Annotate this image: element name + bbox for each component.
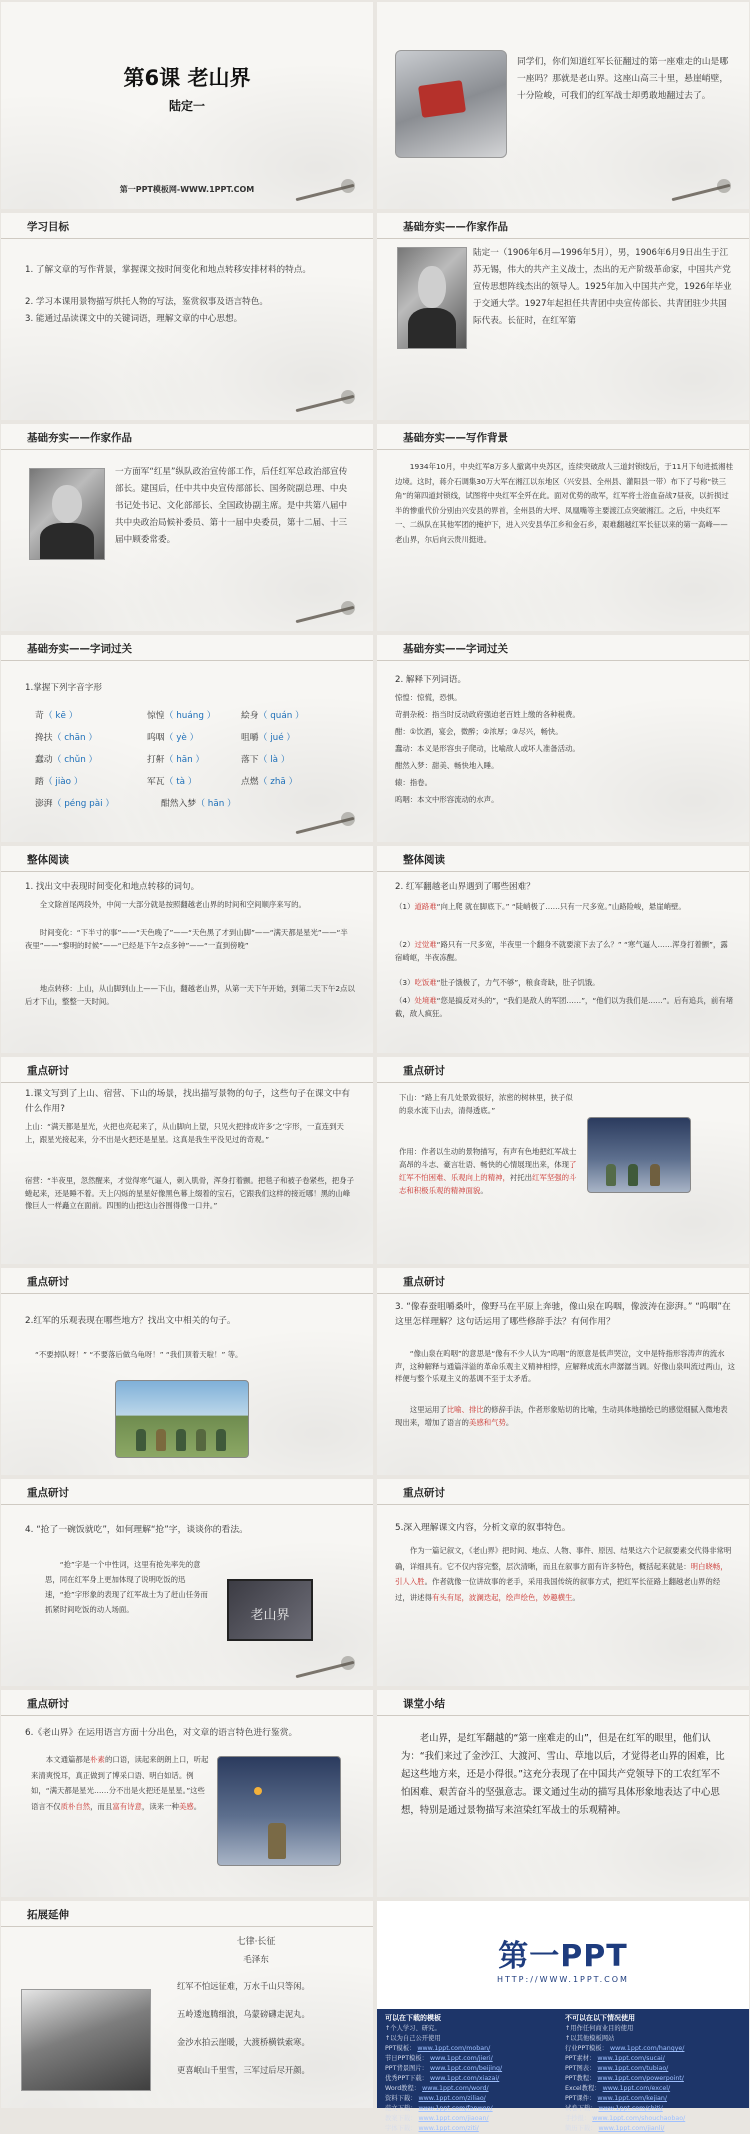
vocab-item <box>241 753 290 768</box>
slide-header: 基础夯实——作家作品 <box>403 221 508 233</box>
slide-header: 基础夯实——字词过关 <box>403 643 508 655</box>
vocab-item <box>35 709 78 724</box>
vocab-word: 咀嚼 <box>241 733 259 743</box>
slide-header: 整体阅读 <box>403 854 445 866</box>
slide-summary[interactable] <box>377 1690 749 1897</box>
slide-reading-2[interactable] <box>377 846 749 1053</box>
definition-item: 苛捐杂税：指当时反动政府强迫老百姓上缴的各种税费。 <box>395 710 580 719</box>
footer-link[interactable]: PPT教程： www.1ppt.com/powerpoint/ <box>565 2075 684 2082</box>
vocab-pinyin: （ chǔn ） <box>52 755 98 765</box>
vocab-pinyin: （ là ） <box>258 755 290 765</box>
vocab-item <box>241 775 297 790</box>
question-text: 4. “抢了一碗饭就吃”，如何理解“抢”字，谈谈你的看法。 <box>25 1525 248 1535</box>
slide-header: 基础夯实——写作背景 <box>403 432 508 444</box>
vocab-word: 落下 <box>241 755 259 765</box>
slide-focus-5[interactable] <box>1 1479 373 1686</box>
author-bio: 陆定一（1906年6月—1996年5月），男，1906年6月9日出生于江苏无锡，伟大的共产主义战士，杰出的无产阶级革命家，中国共产党宣传思想阵线杰出的领导人。1925年加入中国共产党，1926年毕业于交通大学。1927年起担任共青团中央宣传部长、共青团驻少共国际代表。长征时，在红军第 <box>473 248 732 326</box>
slide-author-1[interactable] <box>377 213 749 420</box>
poem-line: 更喜岷山千里雪，三军过后尽开颜。 <box>177 2065 310 2075</box>
vocab-word: 澎湃 <box>35 799 53 809</box>
vocab-item <box>241 731 295 746</box>
poem-author: 毛泽东 <box>243 1955 269 1965</box>
answer-paragraph: 作为一篇记叙文，《老山界》把时间、地点、人物、事件、原因、结果这六个记叙要素交代得非常明确，详细具有。它不仅内容完整，层次清晰，而且在叙事方面有许多特色，概括起来就是：明白晓畅，引人入胜。作者就像一位讲故事的老手，采用我国传统的叙事方式，把红军长征路上翻越老山界的经过，讲述得有头有尾，波澜迭起，绘声绘色，妙趣横生。 <box>395 1546 732 1602</box>
vocab-word: 呜咽 <box>147 733 165 743</box>
highlight-text: 道路难 <box>414 902 437 911</box>
highlight-text: 过觉难 <box>414 940 437 949</box>
vocab-item <box>161 797 236 812</box>
vocab-pinyin: （ jiào ） <box>43 777 83 787</box>
poem-line: 红军不怕远征难，万水千山只等闲。 <box>177 1981 310 1991</box>
brush-icon <box>295 1662 365 1676</box>
answer-paragraph: 上山：“满天都是星光，火把也亮起来了，从山脚向上望，只见火把排成许多‘之’字形，一直连到天上，跟星光接起来，分不出是火把还是星星。这真是我生平没见过的奇观。” <box>25 1122 344 1144</box>
highlight-text: 有头有尾，波澜迭起，绘声绘色，妙趣横生 <box>431 1592 573 1602</box>
footer-link[interactable]: 行业PPT模板： www.1ppt.com/hangye/ <box>565 2045 685 2052</box>
slide-goals[interactable] <box>1 213 373 420</box>
highlight-text: 吃饭难 <box>414 978 437 987</box>
link-list <box>385 2044 565 2134</box>
answer-paragraph: 下山：“路上有几处景致很好，浓密的树林里，狭子似的泉水流下山去，清得透底。” <box>399 1093 573 1115</box>
vocab-item <box>147 709 216 724</box>
highlight-text: 富有诗意 <box>112 1801 142 1811</box>
vocab-word: 点燃 <box>241 777 259 787</box>
allowed-title: 可以在下载的模板 <box>385 2014 441 2022</box>
laoshanjie-rock-image <box>395 50 507 158</box>
vocab-item <box>241 709 304 724</box>
lesson-author: 陆定一 <box>168 99 205 113</box>
brand-logo: 第一PPT <box>498 1939 628 1974</box>
reading-paragraph: 全文除首尾两段外，中间一大部分就是按照翻越老山界的时间和空间顺序来写的。 <box>39 900 306 909</box>
definition-item: 酣然入梦：甜美、畅快地入睡。 <box>395 761 499 770</box>
highlight-text: 比喻、排比 <box>446 1405 484 1414</box>
slide-author-2[interactable] <box>1 424 373 631</box>
slide-vocab-2[interactable] <box>377 635 749 842</box>
slide-header: 重点研讨 <box>403 1276 445 1288</box>
reading-lead: 2. 红军翻越老山界遇到了哪些困难？ <box>395 882 535 892</box>
brush-icon <box>671 185 741 199</box>
vocab-pinyin: （ jué ） <box>258 733 296 743</box>
difficulty-item: （2）过觉难“路只有一尺多宽，半夜里一个翻身不就要滚下去了么？” “寒气逼人……浑身打着颤”，露宿崎岖，半夜冻醒。 <box>395 940 728 962</box>
footer-link[interactable]: 资料下载： www.1ppt.com/ziliao/ <box>385 2095 486 2102</box>
highlight-text: 美感 <box>178 1801 194 1811</box>
slide-header: 课堂小结 <box>403 1698 445 1710</box>
slide-background[interactable] <box>377 424 749 631</box>
forbidden-title: 不可以在以下情况使用 <box>565 2014 635 2022</box>
highlight-text: 美感和气势 <box>468 1417 506 1427</box>
slide-focus-7[interactable] <box>1 1690 373 1897</box>
slide-header: 重点研讨 <box>27 1276 69 1288</box>
definition-item: 辕：指卷。 <box>395 778 432 787</box>
vocab-word: 酣然入梦 <box>161 799 197 809</box>
vocab-word: 打鼾 <box>147 755 165 765</box>
author-portrait <box>397 247 467 349</box>
footer-link[interactable]: PPT图表： www.1ppt.com/tubiao/ <box>565 2065 669 2072</box>
red-army-march-image <box>115 1380 249 1458</box>
footer-link[interactable]: Word教程： www.1ppt.com/word/ <box>385 2085 489 2092</box>
question-text: 3. “像春蚕咀嚼桑叶，像野马在平原上奔驰，像山泉在呜咽，像波涛在澎湃。” “呜咽”在这里怎样理解？这句话运用了哪些修辞手法？有何作用？ <box>395 1302 731 1327</box>
book-cover-image: 老山界 <box>227 1579 313 1641</box>
brand-url[interactable]: HTTP://WWW.1PPT.COM <box>497 1975 629 1984</box>
link-list <box>565 2044 745 2134</box>
vocab-item <box>35 775 83 790</box>
slide-brand[interactable] <box>377 1901 749 2132</box>
slide-intro[interactable] <box>377 2 749 209</box>
slide-focus-6[interactable] <box>377 1479 749 1686</box>
answer-paragraph: 本文通篇都是朴素的口语，读起来朗朗上口，听起来清爽悦耳，真正做到了博采口语、明白如话。例如，“满天都是星光……分不出是火把还是星星。”这些语言不仅质朴自然，而且富有诗意，读来一种美感。 <box>31 1755 209 1811</box>
footer-link[interactable]: PPT背景图片： www.1ppt.com/beijing/ <box>385 2065 503 2072</box>
license-footer: 可以在下载的模板 ↑个人学习、研究。 ↑以为自己公开使用 PPT模板： www.1ppt.com/moban/ 节日PPT模板： www.1ppt.com/jieri/ PPT背景图片： www.1ppt.com/beijing/ 优秀PPT下载： www.1ppt.com/xiazai/ Word教程： www.1ppt.com/word/ 资料下载： www.1ppt.com/ziliao/ 范文下载： www.1ppt.com/fanwen/ 教案下载： www.1ppt.com/jiaoan/ 字体下载： www.1ppt.com/ziti/ 不可以在以下情况使用 ↑用作任何商业目的使用 ↑以其他模板网站 行业PPT模板： www.1ppt.com/hangye/ PPT素材： www.1ppt.com/sucai/ PPT图表： www.1ppt.com/tubiao/ PPT教程： www.1ppt.com/powerpoint/ Excel教程： www.1ppt.com/excel/ PPT课件： www.1ppt.com/kejian/ 试卷下载： www.1ppt.com/shiti/ 手抄报： www.1ppt.com/shouchaobao/ 简历下载： www.1ppt.com/jianli/ <box>377 2009 749 2108</box>
soldier-torch-image <box>217 1756 341 1866</box>
poem-line: 五岭逶迤腾细浪，乌蒙磅礴走泥丸。 <box>177 2009 310 2019</box>
brush-icon <box>295 185 365 199</box>
vocab-word: 踏 <box>35 777 44 787</box>
vocab-pinyin: （ huáng ） <box>164 711 216 721</box>
slide-header: 基础夯实——字词过关 <box>27 643 132 655</box>
quote-text: “不要掉队呀！” “不要落后做乌龟呀！” “我们顶着天啦！” 等。 <box>35 1350 243 1359</box>
vocab-pinyin: （ kē ） <box>43 711 78 721</box>
slide-header: 学习目标 <box>27 221 69 233</box>
slide-header: 整体阅读 <box>27 854 69 866</box>
slide-header: 重点研讨 <box>403 1065 445 1077</box>
reading-paragraph: 地点转移：上山，从山脚到山上——下山，翻越老山界，从第一天下午开始，到第二天下午2点以后才下山，整整一天时间。 <box>25 984 355 1006</box>
footer-link[interactable]: 简历下载： www.1ppt.com/jianli/ <box>565 2125 665 2132</box>
vocab-item <box>35 731 97 746</box>
highlight-text: 朴素 <box>90 1755 105 1764</box>
slide-focus-4[interactable] <box>377 1268 749 1475</box>
intro-text: 同学们，你们知道红军长征翻过的第一座难走的山是哪一座吗？那就是老山界。这座山高三十里，悬崖峭壁，十分险峻，可我们的红军战士却勇敢地翻过去了。 <box>517 57 729 101</box>
slide-header: 重点研讨 <box>27 1698 69 1710</box>
vocab-item <box>35 753 97 768</box>
footer-link[interactable]: 教案下载： www.1ppt.com/jiaoan/ <box>385 2115 489 2122</box>
goal-item: 3. 能通过品读课文中的关键词语，理解文章的中心思想。 <box>25 314 243 324</box>
slide-header: 重点研讨 <box>403 1487 445 1499</box>
highlight-text: 明白晓畅，引人入胜 <box>395 1561 728 1586</box>
vocab-pinyin: （ hān ） <box>196 799 236 809</box>
footer-link[interactable]: 手抄报： www.1ppt.com/shouchaobao/ <box>565 2115 686 2122</box>
goal-item: 2. 学习本课用景物描写烘托人物的写法，鉴赏叙事及语言特色。 <box>25 297 268 307</box>
question-text: 6.《老山界》在运用语言方面十分出色，对文章的语言特色进行鉴赏。 <box>25 1728 298 1738</box>
footer-link[interactable]: 优秀PPT下载： www.1ppt.com/xiazai/ <box>385 2075 500 2082</box>
slide-focus-2[interactable] <box>377 1057 749 1264</box>
answer-paragraph: 作用：作者以生动的景物描写，有声有色地把红军战士高昂的斗志、豪言壮语、畅快的心情展现出来，体现了红军不怕困难、乐观向上的精神，衬托出红军坚强的斗志和积极乐观的精神面貌。 <box>399 1147 577 1195</box>
slide-focus-3[interactable] <box>1 1268 373 1475</box>
author-bio-continued: 一方面军“红星”纵队政治宣传部工作，后任红军总政治部宣传部长。建国后，任中共中央宣传部部长、国务院副总理、中央书记处书记、文化部部长、全国政协副主席。是中共第八届中共中央政治局候补委员、第十一届中央委员，第十二届、十三届中顾委常委。 <box>115 467 348 545</box>
definition-item: 惊惶：惊慌，恐惧。 <box>395 693 462 702</box>
answer-paragraph: 宿营：“半夜里，忽然醒来，才觉得寒气逼人，刺入肌骨，浑身打着颤。把毯子和被子卷紧些，把身子蜷起来，还是睡不着。天上闪烁的星星好像黑色幕上缀着的宝石，它跟我们这样的接近哪！黑的山峰像巨人一样矗立在面前。四围的山把这山谷围得像一口井。” <box>25 1176 355 1210</box>
soldiers-night-image <box>587 1117 691 1193</box>
highlight-text: 处境难 <box>414 996 437 1005</box>
question-text: 2.红军的乐观表现在哪些地方？找出文中相关的句子。 <box>25 1316 236 1326</box>
summary-text: 老山界，是红军翻越的“第一座难走的山”，但是在红军的眼里，他们认为：“我们来过了金沙江、大渡河、雪山、草地以后，才觉得老山界的困难，比起这些地方来，还是小得很。”这充分表现了在中国共产党领导下的工农红军不怕困难、艰苦奋斗的坚强意志。课文通过生动的描写具体形象地表达了中心思想，特别是通过景物描写来渲染红军战士的乐观精神。 <box>401 1733 725 1816</box>
slide-title[interactable] <box>1 2 373 209</box>
difficulty-item: （3）吃饭难“肚子饿极了，力气不够”，粮食奇缺，肚子饥饿。 <box>395 978 600 987</box>
vocab-pinyin: （ yè ） <box>164 733 199 743</box>
vocab-item <box>147 775 197 790</box>
vocab-word: 絵身 <box>241 711 259 721</box>
footer-link[interactable]: 节日PPT模板： www.1ppt.com/jieri/ <box>385 2055 493 2062</box>
vocab-word: 搀扶 <box>35 733 53 743</box>
slide-vocab-1[interactable] <box>1 635 373 842</box>
poem-title: 七律·长征 <box>236 1937 276 1947</box>
footer-link[interactable]: 范文下载： www.1ppt.com/fanwen/ <box>385 2105 493 2112</box>
vocab-word: 蠢动 <box>35 755 53 765</box>
vocab-item <box>147 753 204 768</box>
highlight-text: 红军坚强的斗志和积极乐观的精神面貌 <box>399 1173 577 1195</box>
footer-link[interactable]: Excel教程： www.1ppt.com/excel/ <box>565 2085 671 2092</box>
vocab-pinyin: （ hān ） <box>164 755 205 765</box>
vocab-pinyin: （ zhā ） <box>258 777 298 787</box>
difficulty-item: （1）道路难“向上爬 就在脚底下。” “陡峭极了……只有一尺多宽。”山路险峻，悬崖峭壁。 <box>395 902 686 911</box>
slide-reading-1[interactable] <box>1 846 373 1053</box>
slide-focus-1[interactable] <box>1 1057 373 1264</box>
reading-paragraph: 时间变化：“下半寸的事”——“天色晚了”——“天色黑了才到山脚”——“满天都是星光”——“半夜里”——“黎明的时候”——“已经是下午2点多钟”——“一直到傍晚” <box>25 928 348 950</box>
slide-extension[interactable] <box>1 1901 373 2108</box>
definition-item: 蠢动：本义是形容虫子爬动，比喻敌人或坏人准备活动。 <box>395 744 580 753</box>
vocab-item <box>147 731 198 746</box>
question-text: 5.深入理解课文内容，分析文章的叙事特色。 <box>395 1523 571 1533</box>
author-portrait <box>29 468 105 560</box>
vocab-word: 军瓦 <box>147 777 165 787</box>
defs-lead: 2. 解释下列词语。 <box>395 675 467 685</box>
goal-item: 1. 了解文章的写作背景，掌握课文按时间变化和地点转移安排材料的特点。 <box>25 265 311 275</box>
snow-mountain-image <box>21 1989 151 2091</box>
footer-link[interactable]: PPT模板： www.1ppt.com/moban/ <box>385 2045 491 2052</box>
slide-header: 重点研讨 <box>27 1065 69 1077</box>
answer-paragraph: “像山泉在呜咽”的意思是“像有不少人认为“呜咽”的原意是低声哭泣，文中是特指形容涛声的流水声，这种解释与通篇洋溢的革命乐观主义精神相悖，应解释成流水声潺潺当调。好像山泉叫流过两山，这样便与整个乐观主义的基调不至于太矛盾。 <box>395 1349 735 1383</box>
footer-link[interactable]: 试卷下载： www.1ppt.com/shiti/ <box>565 2105 663 2112</box>
brush-icon <box>295 818 365 832</box>
slide-header: 基础夯实——作家作品 <box>27 432 132 444</box>
lesson-title: 第6课 老山界 <box>123 66 251 90</box>
brush-icon <box>295 396 365 410</box>
footer-link[interactable]: 字体下载： www.1ppt.com/ziti/ <box>385 2125 479 2132</box>
reading-lead: 1. 找出文中表现时间变化和地点转移的词句。 <box>25 882 200 892</box>
answer-paragraph: 这里运用了比喻、排比的修辞手法，作者形象贴切的比喻，生动具体地描绘已的感觉细腻入微地表现出来，增加了语言的美感和气势。 <box>395 1405 728 1427</box>
definition-item: 呜咽：本文中形容流动的水声。 <box>395 795 499 804</box>
vocab-word: 苛 <box>35 711 44 721</box>
highlight-text: 了红军不怕困难、乐观向上的精神， <box>399 1160 577 1182</box>
vocab-word: 惊惶 <box>147 711 165 721</box>
slide-header: 重点研讨 <box>27 1487 69 1499</box>
vocab-pinyin: （ tà ） <box>164 777 197 787</box>
vocab-pinyin: （ péng pài ） <box>52 799 115 809</box>
vocab-item <box>35 797 114 812</box>
difficulty-item: （4）处境难“您是搞反对头的”，“我们是敌人的军团……”，“他们以为我们是……”。后有追兵，前有堵截，敌人疯狂。 <box>395 996 734 1018</box>
slide-header: 拓展延伸 <box>27 1909 69 1921</box>
answer-paragraph: “抢”字是一个中性词，这里有抢先率先的意思，同在红军身上更加体现了说明吃饭的迅速，“抢”字形象的表现了红军战士为了赶山任务而抓紧时间吃饭的动人场面。 <box>45 1560 208 1614</box>
question-text: 1.课文写到了上山、宿营、下山的场景，找出描写景物的句子，这些句子在课文中有什么作用? <box>25 1089 351 1114</box>
definition-item: 酣：①饮酒，宴会，微醉；②浓厚；③尽兴，畅快。 <box>395 727 563 736</box>
brush-icon <box>295 607 365 621</box>
background-text: 1934年10月，中央红军8万多人撤离中央苏区，连续突破敌人三道封锁线后，于11月下旬进抵湘桂边境。这时，蒋介石调集30万大军在湘江以东地区（兴安县、全州县、灌阳县一带）布下了号称“铁三角”的第四道封锁线，试图将中央红军全歼在此。面对优势的敌军，红军将士浴血奋战7昼夜，以折损过半的惨重代价分别由兴安县的界首，全州县的大坪、凤凰嘴等主要渡江点突破湘江。之后，中央红军一、二纵队在其他军团的掩护下，进入兴安县华江乡和金石乡，艰难翻越红军长征以来的第一高峰——老山界，尔后向云贵川挺进。 <box>395 462 733 544</box>
vocab-pinyin: （ chān ） <box>52 733 98 743</box>
footer-link[interactable]: PPT素材： www.1ppt.com/sucai/ <box>565 2055 665 2062</box>
highlight-text: 质朴自然 <box>60 1801 91 1811</box>
vocab-lead: 1.掌握下列字音字形 <box>25 683 102 693</box>
vocab-pinyin: （ quán ） <box>258 711 304 721</box>
brand-text: 第一PPT模板网-WWW.1PPT.COM <box>119 185 255 194</box>
footer-link[interactable]: PPT课件： www.1ppt.com/kejian/ <box>565 2095 668 2102</box>
poem-line: 金沙水拍云崖暖，大渡桥横铁索寒。 <box>177 2037 310 2047</box>
